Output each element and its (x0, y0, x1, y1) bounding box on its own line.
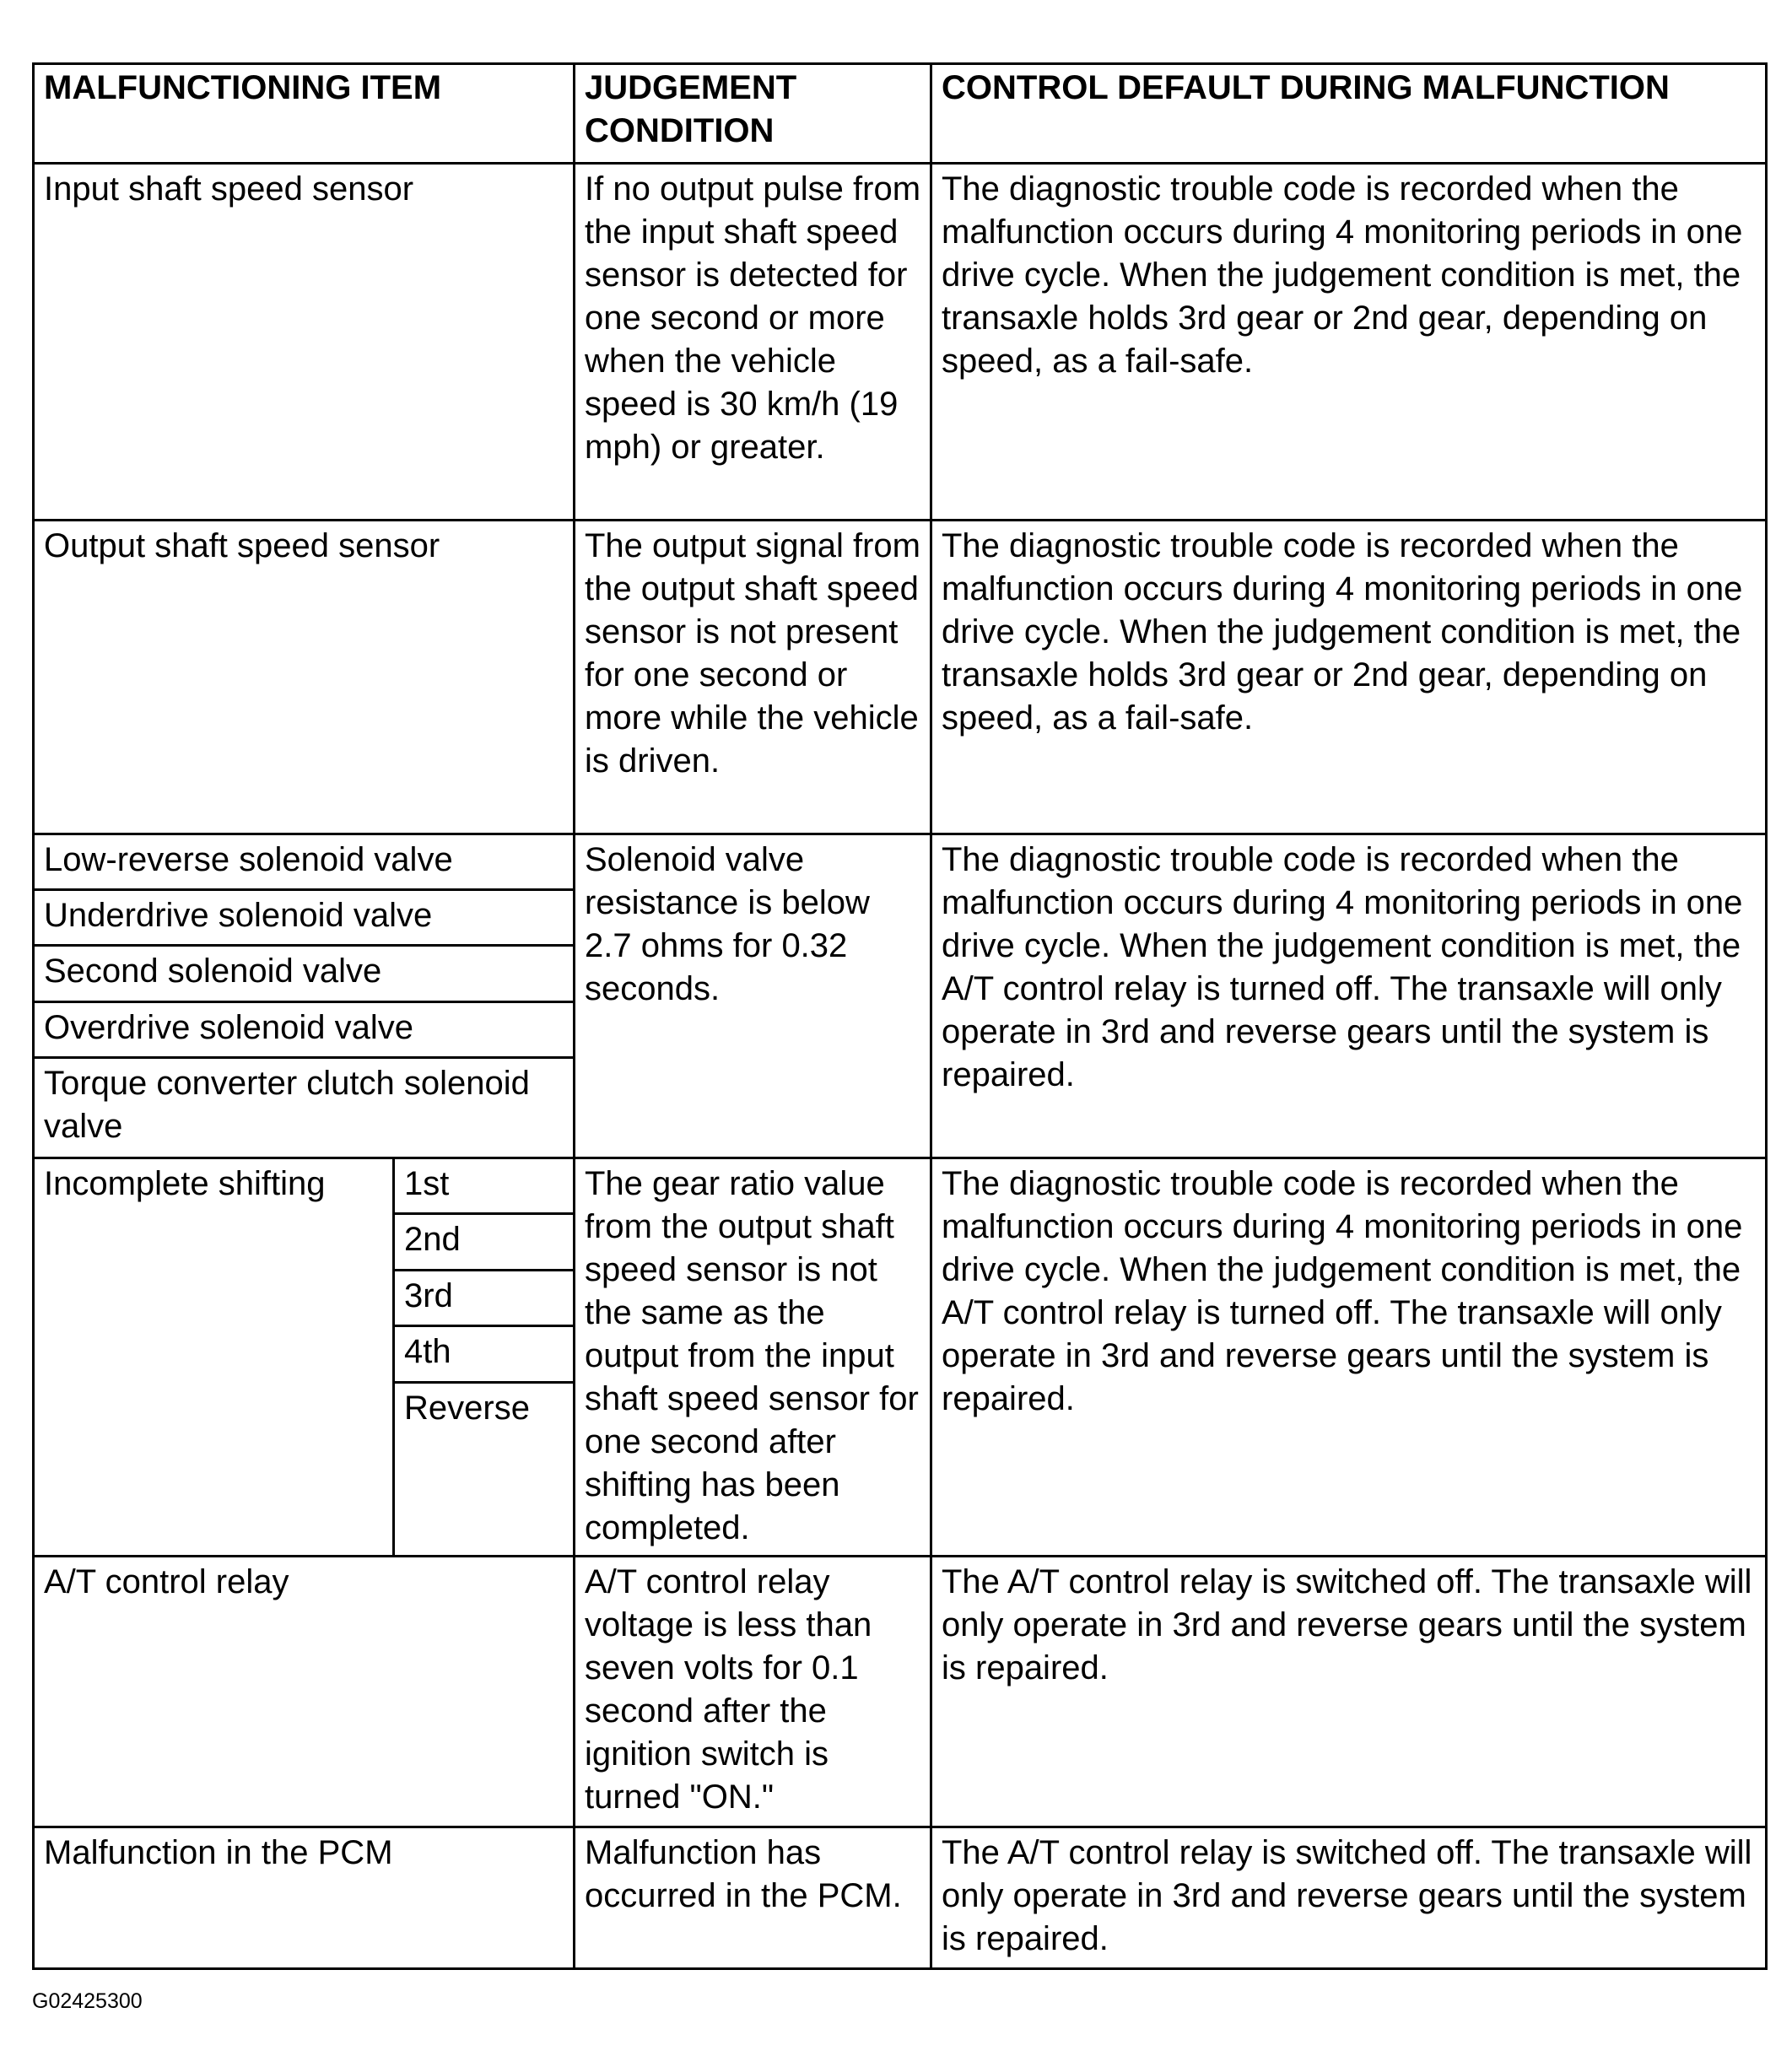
condition-cell: Solenoid valve resistance is below 2.7 ohms for 0.32 seconds. (575, 834, 931, 1158)
figure-id: G02425300 (32, 1989, 143, 2013)
fail-safe-table (32, 62, 1768, 1970)
default-cell: The diagnostic trouble code is recorded when the malfunction occurs during 4 monitoring periods in one drive cycle. When the judgement condition is met, the A/T control relay is turned off. The transaxle will only operate in 3rd and reverse gears until the system is repaired. (931, 1158, 1767, 1557)
header-control-default: CONTROL DEFAULT DURING MALFUNCTION (931, 64, 1767, 164)
condition-cell: A/T control relay voltage is less than seven volts for 0.1 second after the ignition switch is turned "ON." (575, 1557, 931, 1827)
item-cell: Malfunction in the PCM (34, 1827, 575, 1969)
shifting-item-cell: Incomplete shifting (34, 1158, 394, 1557)
condition-cell: The output signal from the output shaft speed sensor is not present for one second or more while the vehicle is driven. (575, 521, 931, 834)
solenoid-item-cell: Torque converter clutch solenoid valve (34, 1058, 575, 1158)
gear-cell: 1st (394, 1158, 575, 1214)
condition-cell: Malfunction has occurred in the PCM. (575, 1827, 931, 1969)
gear-cell: 4th (394, 1326, 575, 1383)
table-row (34, 1827, 1767, 1969)
condition-cell: If no output pulse from the input shaft speed sensor is detected for one second or more when the vehicle speed is 30 km/h (19 mph) or greater. (575, 164, 931, 521)
solenoid-item-cell: Underdrive solenoid valve (34, 890, 575, 946)
table-row (34, 834, 1767, 890)
default-cell: The diagnostic trouble code is recorded when the malfunction occurs during 4 monitoring periods in one drive cycle. When the judgement condition is met, the transaxle holds 3rd gear or 2nd gear, depending on speed, as a fail-safe. (931, 521, 1767, 834)
table-row (34, 1557, 1767, 1827)
gear-cell: 3rd (394, 1271, 575, 1326)
gear-cell: 2nd (394, 1214, 575, 1271)
solenoid-item-cell: Second solenoid valve (34, 946, 575, 1002)
item-cell: Input shaft speed sensor (34, 164, 575, 521)
default-cell: The diagnostic trouble code is recorded when the malfunction occurs during 4 monitoring periods in one drive cycle. When the judgement condition is met, the A/T control relay is turned off. The transaxle will only operate in 3rd and reverse gears until the system is repaired. (931, 834, 1767, 1158)
table-row (34, 164, 1767, 521)
default-cell: The A/T control relay is switched off. The transaxle will only operate in 3rd and reverse gears until the system is repaired. (931, 1557, 1767, 1827)
header-malfunctioning-item: MALFUNCTIONING ITEM (34, 64, 575, 164)
solenoid-item-cell: Overdrive solenoid valve (34, 1002, 575, 1058)
default-cell: The A/T control relay is switched off. The transaxle will only operate in 3rd and reverse gears until the system is repaired. (931, 1827, 1767, 1969)
condition-cell: The gear ratio value from the output shaft speed sensor is not the same as the output from the input shaft speed sensor for one second after shifting has been completed. (575, 1158, 931, 1557)
solenoid-item-cell: Low-reverse solenoid valve (34, 834, 575, 890)
header-judgement-condition: JUDGEMENT CONDITION (575, 64, 931, 164)
table-row (34, 1158, 1767, 1214)
item-cell: A/T control relay (34, 1557, 575, 1827)
item-cell: Output shaft speed sensor (34, 521, 575, 834)
header-row (34, 64, 1767, 164)
default-cell: The diagnostic trouble code is recorded when the malfunction occurs during 4 monitoring periods in one drive cycle. When the judgement condition is met, the transaxle holds 3rd gear or 2nd gear, depending on speed, as a fail-safe. (931, 164, 1767, 521)
table-row (34, 521, 1767, 834)
gear-cell: Reverse (394, 1383, 575, 1557)
